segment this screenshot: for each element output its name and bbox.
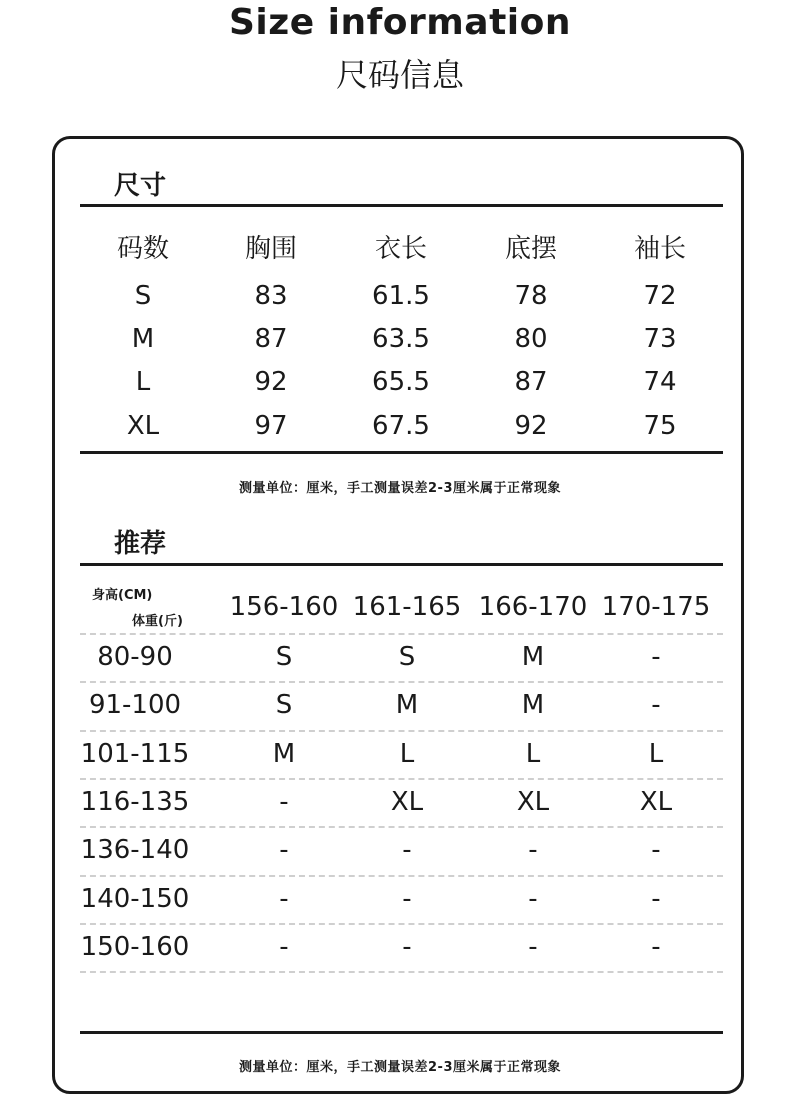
recommended-size: -: [279, 931, 289, 962]
height-range-header: 166-170: [478, 592, 588, 622]
height-range-header: 170-175: [601, 592, 711, 622]
row-separator: [80, 826, 723, 828]
page-title-en: Size information: [228, 2, 571, 43]
recommended-size: S: [275, 690, 293, 721]
recommended-size: XL: [639, 786, 673, 817]
size-cell: 75: [643, 411, 677, 441]
weight-range: 80-90: [97, 642, 173, 672]
recommended-size: S: [398, 642, 416, 672]
size-cell: 92: [254, 367, 288, 397]
recommended-size: -: [528, 931, 538, 962]
recommended-size: -: [651, 883, 661, 914]
row-separator: [80, 971, 723, 973]
weight-range: 91-100: [88, 690, 182, 721]
recommended-size: M: [272, 738, 296, 769]
size-cell: 97: [254, 411, 288, 441]
recommended-size: -: [528, 835, 538, 866]
height-range-header: 161-165: [352, 592, 462, 622]
size-col-header: 胸围: [244, 234, 297, 264]
weight-range: 136-140: [80, 835, 190, 866]
size-col-header: 码数: [116, 234, 169, 264]
recommended-size: -: [402, 931, 412, 962]
recommend-table-bottom-rule: [80, 1031, 723, 1034]
recommend-section-title: 推荐: [114, 529, 167, 559]
recommended-size: -: [651, 690, 661, 721]
size-cell: 78: [514, 281, 548, 311]
page-title-cn: 尺码信息: [335, 56, 464, 94]
recommended-size: XL: [516, 786, 550, 817]
recommended-size: XL: [390, 786, 424, 817]
size-col-header: 衣长: [374, 234, 427, 264]
recommended-size: -: [651, 931, 661, 962]
weight-range: 140-150: [80, 883, 190, 914]
size-cell: 61.5: [372, 281, 430, 311]
row-separator: [80, 681, 723, 683]
recommended-size: -: [279, 786, 289, 817]
measurement-note: 测量单位：厘米，手工测量误差2-3厘米属于正常现象: [239, 481, 561, 496]
recommended-size: -: [528, 883, 538, 914]
height-axis-label: 身高(CM): [92, 588, 153, 603]
recommended-size: L: [525, 738, 541, 769]
size-cell: S: [134, 281, 152, 311]
size-section-title: 尺寸: [114, 171, 167, 201]
recommended-size: S: [275, 642, 293, 672]
recommended-size: L: [648, 738, 664, 769]
size-cell: 65.5: [372, 367, 430, 397]
size-cell: XL: [126, 411, 160, 441]
size-cell: 74: [643, 367, 677, 397]
size-cell: 72: [643, 281, 677, 311]
recommended-size: M: [521, 690, 545, 721]
recommended-size: -: [279, 835, 289, 866]
size-col-header: 底摆: [504, 234, 557, 264]
size-cell: L: [135, 367, 151, 397]
size-cell: 67.5: [372, 411, 430, 441]
recommended-size: -: [279, 883, 289, 914]
size-cell: 80: [514, 324, 548, 354]
row-separator: [80, 633, 723, 635]
weight-range: 150-160: [80, 931, 190, 962]
row-separator: [80, 730, 723, 732]
row-separator: [80, 923, 723, 925]
row-separator: [80, 778, 723, 780]
recommended-size: -: [651, 835, 661, 866]
recommended-size: M: [395, 690, 419, 721]
size-col-header: 袖长: [633, 234, 686, 264]
recommended-size: -: [651, 642, 661, 672]
weight-range: 116-135: [80, 786, 190, 817]
height-range-header: 156-160: [229, 592, 339, 622]
recommended-size: L: [399, 738, 415, 769]
size-cell: 87: [254, 324, 288, 354]
size-cell: M: [131, 324, 155, 354]
size-cell: 92: [514, 411, 548, 441]
size-cell: 87: [514, 367, 548, 397]
recommended-size: -: [402, 883, 412, 914]
recommended-size: M: [521, 642, 545, 672]
weight-axis-label: 体重(斤): [132, 614, 183, 629]
size-table-top-rule: [80, 204, 723, 207]
measurement-note-bottom: 测量单位：厘米，手工测量误差2-3厘米属于正常现象: [239, 1060, 561, 1075]
weight-range: 101-115: [80, 738, 190, 769]
recommend-table-top-rule: [80, 563, 723, 566]
size-cell: 63.5: [372, 324, 430, 354]
size-cell: 83: [254, 281, 288, 311]
recommended-size: -: [402, 835, 412, 866]
row-separator: [80, 875, 723, 877]
size-table-bottom-rule: [80, 451, 723, 454]
size-cell: 73: [643, 324, 677, 354]
